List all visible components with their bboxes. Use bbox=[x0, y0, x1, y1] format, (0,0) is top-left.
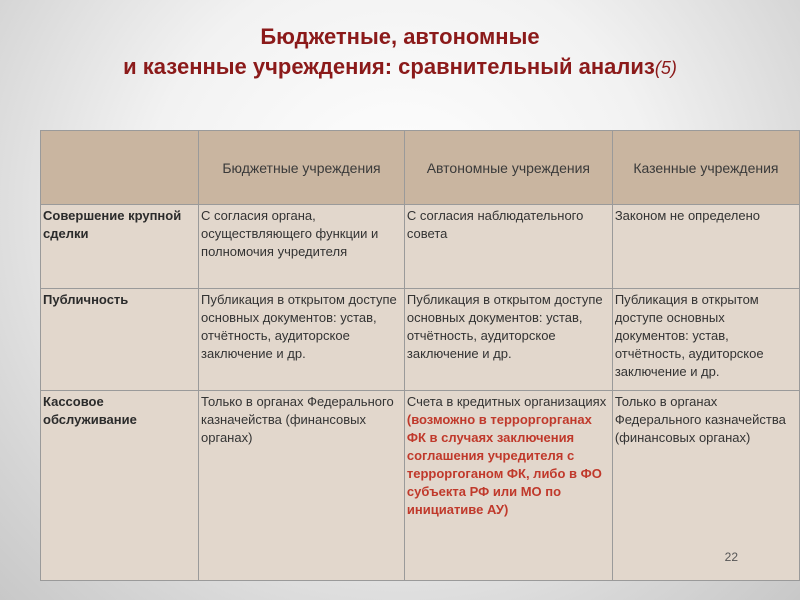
cell-autonomous: Публикация в открытом доступе основных документов: устав, отчётность, аудиторское заключение и др. bbox=[404, 289, 612, 391]
table-row bbox=[41, 391, 800, 581]
title-line-2 bbox=[0, 52, 800, 83]
row-label-publicity: Публичность bbox=[41, 289, 199, 391]
col-header-autonomous: Автономные учреждения bbox=[404, 131, 612, 205]
cell-autonomous-main: Счета в кредитных организациях bbox=[406, 394, 607, 409]
table-row bbox=[41, 205, 800, 289]
row-label-cash-service: Кассовое обслуживание bbox=[41, 391, 199, 581]
cell-budget: С согласия органа, осуществляющего функции и полномочия учредителя bbox=[199, 205, 405, 289]
cell-budget: Только в органах Федерального казначейства (финансовых органах) bbox=[199, 391, 405, 581]
cell-autonomous-note: (возможно в терроргорганах ФК в случаях заключения соглашения учредителя с терроргоганом ФК, либо в ФО субъекта РФ или МО по инициативе АУ) bbox=[406, 412, 602, 517]
col-header-budget: Бюджетные учреждения bbox=[199, 131, 405, 205]
page-number: 22 bbox=[724, 550, 738, 564]
col-header-treasury: Казенные учреждения bbox=[612, 131, 799, 205]
header-row bbox=[41, 131, 800, 205]
cell-budget: Публикация в открытом доступе основных документов: устав, отчётность, аудиторское заключение и др. bbox=[199, 289, 405, 391]
title-line-2-text: и казенные учреждения: сравнительный анализ bbox=[123, 54, 655, 79]
cell-autonomous bbox=[404, 391, 612, 581]
title-suffix: (5) bbox=[654, 58, 677, 78]
cell-treasury: Только в органах Федерального казначейства (финансовых органах) bbox=[612, 391, 799, 581]
table-row bbox=[41, 289, 800, 391]
cell-treasury: Законом не определено bbox=[612, 205, 799, 289]
cell-treasury: Публикация в открытом доступе основных документов: устав, отчётность, аудиторское заключение и др. bbox=[612, 289, 799, 391]
cell-autonomous: С согласия наблюдательного совета bbox=[404, 205, 612, 289]
comparison-table bbox=[40, 130, 800, 581]
row-label-major-deal: Совершение крупной сделки bbox=[41, 205, 199, 289]
title-line-1: Бюджетные, автономные bbox=[260, 24, 540, 49]
corner-cell bbox=[41, 131, 199, 205]
slide-title bbox=[0, 22, 800, 83]
